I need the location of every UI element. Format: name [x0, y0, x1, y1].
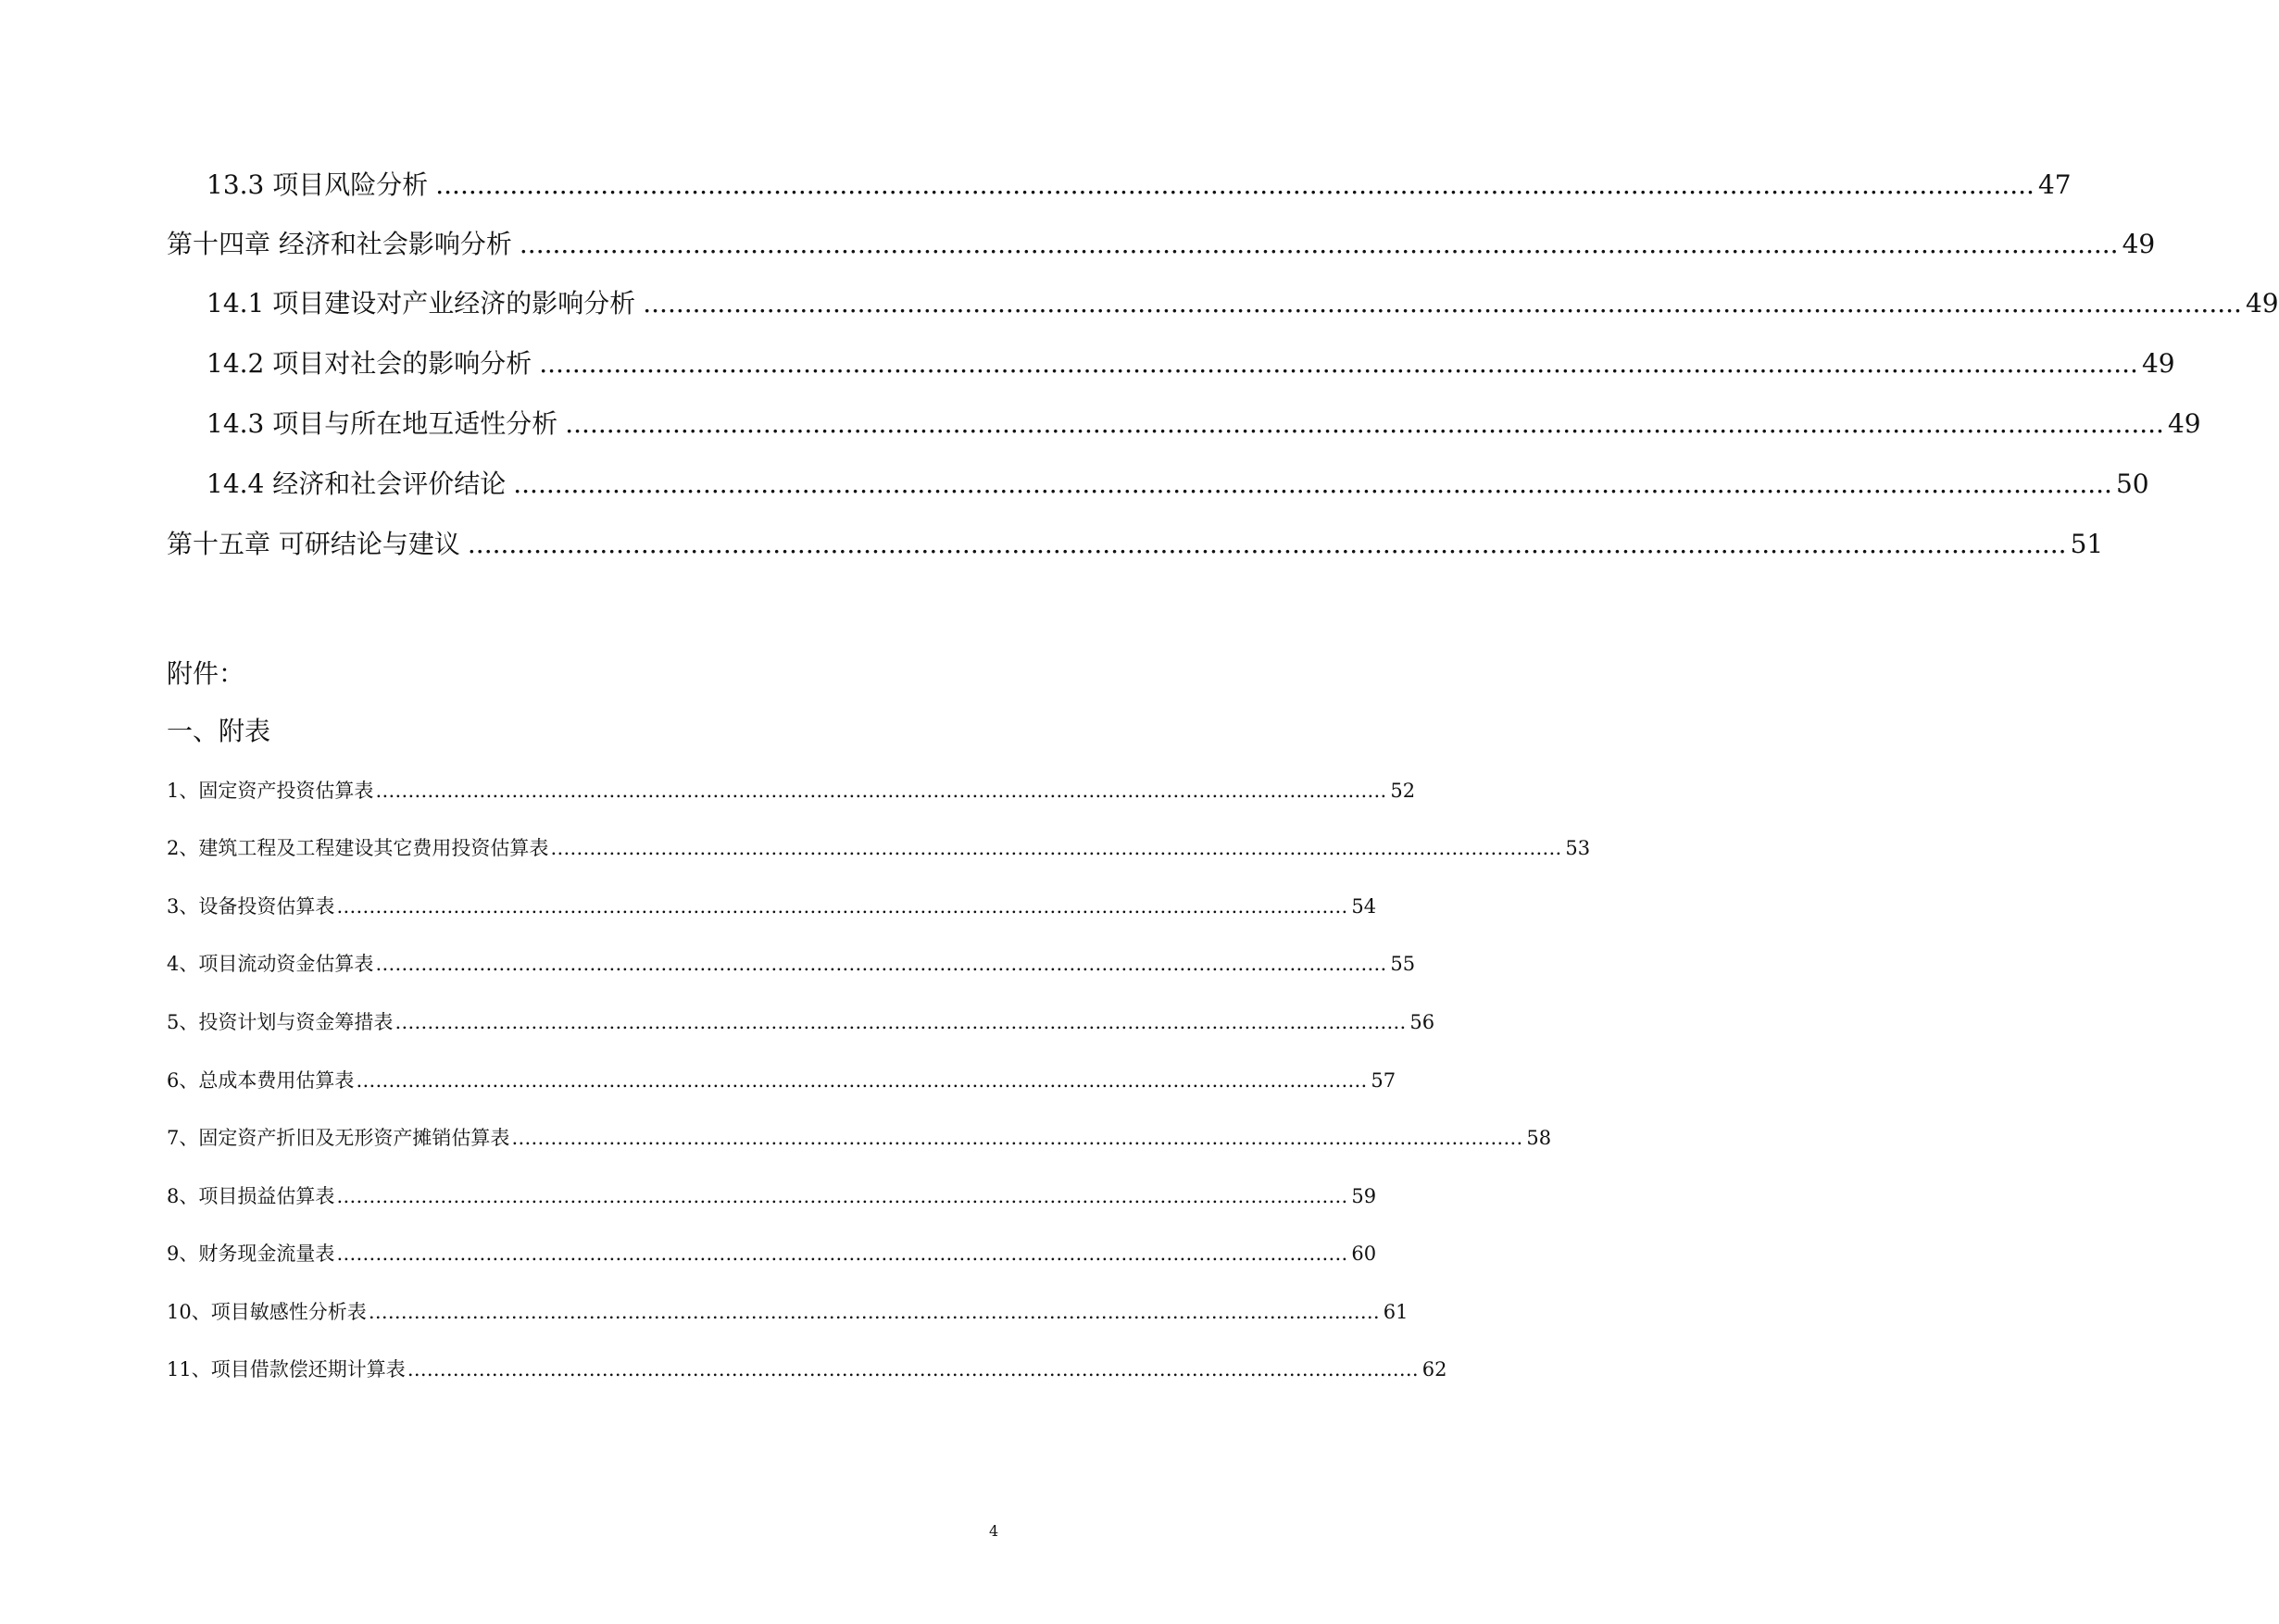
appendix-entry [167, 1355, 1447, 1382]
toc-entry-page: 51 [2070, 529, 2104, 559]
appendix-entry-page: 61 [1383, 1301, 1409, 1323]
dot-leader: .................................................................................................................................................................................................. [539, 348, 2138, 379]
dot-leader: ………………………………………………………………………………………………………………………………………… [375, 780, 1387, 802]
appendix-entry-page: 52 [1390, 780, 1416, 802]
appendix-entry [167, 776, 1416, 804]
appendix-entry-page: 58 [1526, 1127, 1552, 1149]
dot-leader: ………………………………………………………………………………………………………………………………………… [336, 1185, 1348, 1207]
attachments-heading: 附件： [167, 658, 245, 689]
appendix-entry-title: 3、设备投资估算表 [167, 895, 335, 918]
appendix-entry-title: 7、固定资产折旧及无形资产摊销估算表 [167, 1127, 510, 1149]
toc-entry-page: 49 [2122, 229, 2156, 259]
appendix-entry-page: 55 [1390, 953, 1416, 975]
appendix-entry [167, 1123, 1552, 1151]
toc-entry [207, 464, 2149, 501]
dot-leader: ………………………………………………………………………………………………………………………………………… [407, 1358, 1419, 1380]
toc-entry-title: 第十四章 经济和社会影响分析 [167, 229, 512, 259]
dot-leader: ………………………………………………………………………………………………………………………………………… [394, 1011, 1407, 1033]
appendix-entry [167, 949, 1416, 977]
toc-entry [167, 224, 2156, 261]
dot-leader: ………………………………………………………………………………………………………………………………………… [550, 837, 1562, 859]
appendix-entry-title: 10、项目敏感性分析表 [167, 1301, 367, 1323]
dot-leader: ………………………………………………………………………………………………………………………………………… [368, 1301, 1380, 1323]
appendix-entry-title: 9、财务现金流量表 [167, 1243, 335, 1265]
appendix-entry-title: 8、项目损益估算表 [167, 1185, 335, 1207]
toc-entry-title: 14.3 项目与所在地互适性分析 [207, 408, 558, 439]
dot-leader: .................................................................................................................................................................................................. [435, 169, 2035, 200]
appendix-entry-title: 5、投资计划与资金筹措表 [167, 1011, 394, 1033]
appendix-entry-page: 59 [1351, 1185, 1377, 1207]
appendix-entry [167, 892, 1377, 919]
toc-entry-title: 13.3 项目风险分析 [207, 169, 429, 200]
dot-leader: ………………………………………………………………………………………………………………………………………… [511, 1127, 1523, 1149]
appendix-entry-page: 62 [1421, 1358, 1447, 1380]
toc-entry-page: 50 [2115, 468, 2149, 499]
dot-leader: .................................................................................................................................................................................................. [467, 529, 2067, 559]
appendix-entry-title: 2、建筑工程及工程建设其它费用投资估算表 [167, 837, 549, 859]
dot-leader: ………………………………………………………………………………………………………………………………………… [336, 1243, 1348, 1265]
toc-entry [207, 165, 2072, 202]
toc-entry [167, 524, 2104, 561]
toc-entry-page: 49 [2167, 408, 2201, 439]
toc-entry [207, 404, 2201, 441]
dot-leader: ………………………………………………………………………………………………………………………………………… [375, 953, 1387, 975]
toc-entry-page: 49 [2245, 288, 2279, 319]
toc-entry-title: 14.4 经济和社会评价结论 [207, 468, 507, 499]
dot-leader: .................................................................................................................................................................................................. [643, 288, 2242, 319]
toc-entry-page: 49 [2141, 348, 2175, 379]
toc-entry-title: 14.1 项目建设对产业经济的影响分析 [207, 288, 636, 319]
toc-entry-page: 47 [2037, 169, 2072, 200]
dot-leader: ………………………………………………………………………………………………………………………………………… [336, 895, 1348, 918]
dot-leader: .................................................................................................................................................................................................. [519, 229, 2119, 259]
appendix-entry [167, 1239, 1377, 1267]
appendix-entry [167, 1297, 1409, 1325]
dot-leader: .................................................................................................................................................................................................. [565, 408, 2164, 439]
appendix-entry-page: 56 [1409, 1011, 1435, 1033]
appendix-entry-page: 54 [1351, 895, 1377, 918]
appendix-entry-title: 6、总成本费用估算表 [167, 1069, 355, 1092]
appendix-entry [167, 833, 1591, 861]
dot-leader: .................................................................................................................................................................................................. [513, 468, 2112, 499]
appendix-entry-page: 60 [1351, 1243, 1377, 1265]
appendix-entry [167, 1066, 1396, 1093]
toc-entry-title: 第十五章 可研结论与建议 [167, 529, 460, 559]
page-number: 4 [989, 1522, 999, 1540]
toc-entry-title: 14.2 项目对社会的影响分析 [207, 348, 532, 379]
toc-entry [207, 344, 2175, 381]
appendix-entry-page: 57 [1371, 1069, 1396, 1092]
appendix-entry [167, 1007, 1435, 1035]
appendix-tables-subheading: 一、附表 [167, 716, 271, 746]
appendix-entry-title: 1、固定资产投资估算表 [167, 780, 374, 802]
dot-leader: ………………………………………………………………………………………………………………………………………… [356, 1069, 1368, 1092]
appendix-entry-title: 4、项目流动资金估算表 [167, 953, 374, 975]
toc-entry [207, 283, 2279, 320]
appendix-entry-title: 11、项目借款偿还期计算表 [167, 1358, 406, 1380]
appendix-entry-page: 53 [1565, 837, 1591, 859]
appendix-entry [167, 1181, 1377, 1209]
